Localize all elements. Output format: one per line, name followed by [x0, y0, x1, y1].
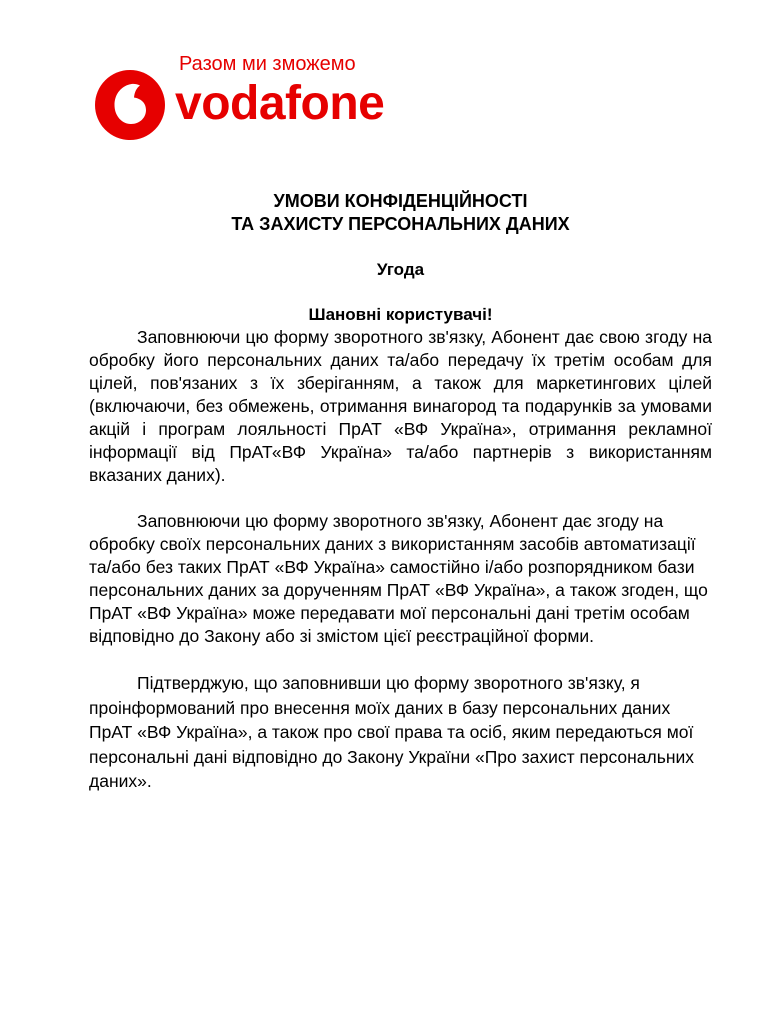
vodafone-speechmark-icon	[95, 70, 165, 140]
title-line-1: УМОВИ КОНФІДЕНЦІЙНОСТІ	[273, 191, 528, 211]
vodafone-logo	[95, 52, 395, 142]
paragraph-consent-automation: Заповнюючи цю форму зворотного зв'язку, Абонент дає згоду на обробку своїх персональних даних з використанням засобів автоматизації та/або без таких ПрАТ «ВФ Україна» самостійно і/або розпорядником бази персональних даних за дорученням ПрАТ «ВФ Україна», а також згоден, що ПрАТ «ВФ Україна» може передавати мої персональні дані третім особам відповідно до Закону або зі змістом цієї реєстраційної форми.	[89, 511, 708, 646]
document-body	[89, 190, 712, 794]
paragraph-consent-processing: Заповнюючи цю форму зворотного зв'язку, Абонент дає свою згоду на обробку його персональних даних та/або передачу їх третім особам для цілей, пов'язаних з їх зберіганням, а також для маркетингових цілей (включаючи, без обмежень, отримання винагород та подарунків за умовами акцій і програм лояльності ПрАТ «ВФ Україна», отримання рекламної інформації від ПрАТ«ВФ Україна» та/або партнерів з використанням вказаних даних).	[89, 327, 712, 485]
greeting: Шановні користувачі!	[308, 305, 493, 324]
document-subtitle: Угода	[376, 260, 425, 279]
brand-name: vodafone	[175, 77, 385, 130]
paragraph-confirmation: Підтверджую, що заповнивши цю форму зворотного зв'язку, я проінформований про внесення моїх даних в базу персональних даних ПрАТ «ВФ Україна», а також про свої права та осіб, яким передаються мої персональні дані відповідно до Закону України «Про захист персональних даних».	[89, 673, 695, 791]
document-title	[89, 190, 712, 236]
title-line-2: ТА ЗАХИСТУ ПЕРСОНАЛЬНИХ ДАНИХ	[231, 214, 570, 234]
brand-tagline: Разом ми зможемо	[179, 53, 356, 75]
